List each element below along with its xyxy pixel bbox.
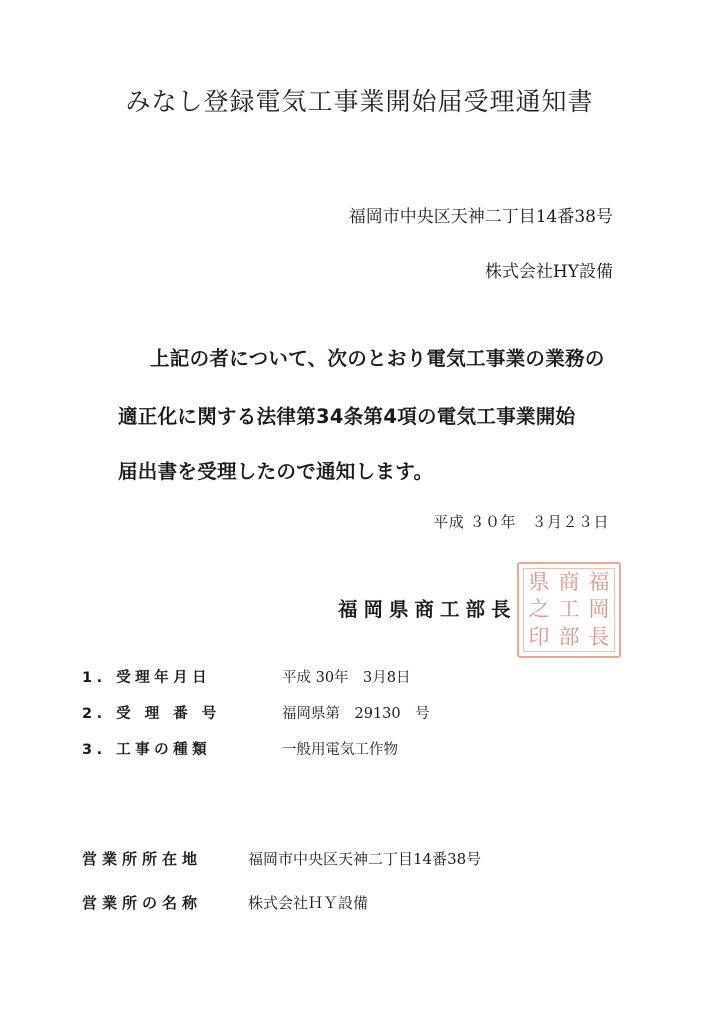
office-name-value: 株式会社ＨＹ設備 <box>248 894 369 912</box>
item-value-receipt-date: 平成 30年 3月8日 <box>282 670 411 686</box>
seal-char: 岡 <box>588 597 610 622</box>
item-value-work-type: 一般用電気工作物 <box>282 742 398 758</box>
office-location-label: 営業所所在地 <box>82 850 203 868</box>
issuing-authority: 福岡県商工部長 <box>338 598 517 621</box>
seal-char: 工 <box>558 597 580 622</box>
office-name-label: 営業所の名称 <box>82 894 203 912</box>
issue-date: 平成 ３０年 ３月２３日 <box>433 513 609 531</box>
seal-char: 印 <box>528 624 550 649</box>
addressee-address: 福岡市中央区天神二丁目14番38号 <box>348 207 613 227</box>
body-text-line-2: 適正化に関する法律第34条第4項の電気工事業開始 <box>118 405 576 428</box>
office-location-value: 福岡市中央区天神二丁目14番38号 <box>248 850 482 868</box>
seal-char: 県 <box>528 570 550 595</box>
item-label-work-type: 3. 工事の種類 <box>82 742 212 758</box>
item-value-receipt-number: 福岡県第 29130 号 <box>282 706 430 722</box>
body-text-line-1: 上記の者について、次のとおり電気工事業の業務の <box>150 347 605 370</box>
seal-char: 商 <box>558 570 580 595</box>
seal-char: 之 <box>528 597 550 622</box>
body-text-line-3: 届出書を受理したので通知します。 <box>118 460 434 483</box>
official-seal-stamp <box>517 562 621 658</box>
seal-char: 部 <box>558 624 580 649</box>
seal-char: 長 <box>588 624 610 649</box>
item-label-receipt-number: 2. 受 理 番 号 <box>82 706 221 722</box>
seal-char: 福 <box>588 570 610 595</box>
document-title: みなし登録電気工事業開始届受理通知書 <box>125 87 594 116</box>
item-label-receipt-date: 1. 受理年月日 <box>82 670 212 686</box>
addressee-company: 株式会社HY設備 <box>484 262 613 282</box>
